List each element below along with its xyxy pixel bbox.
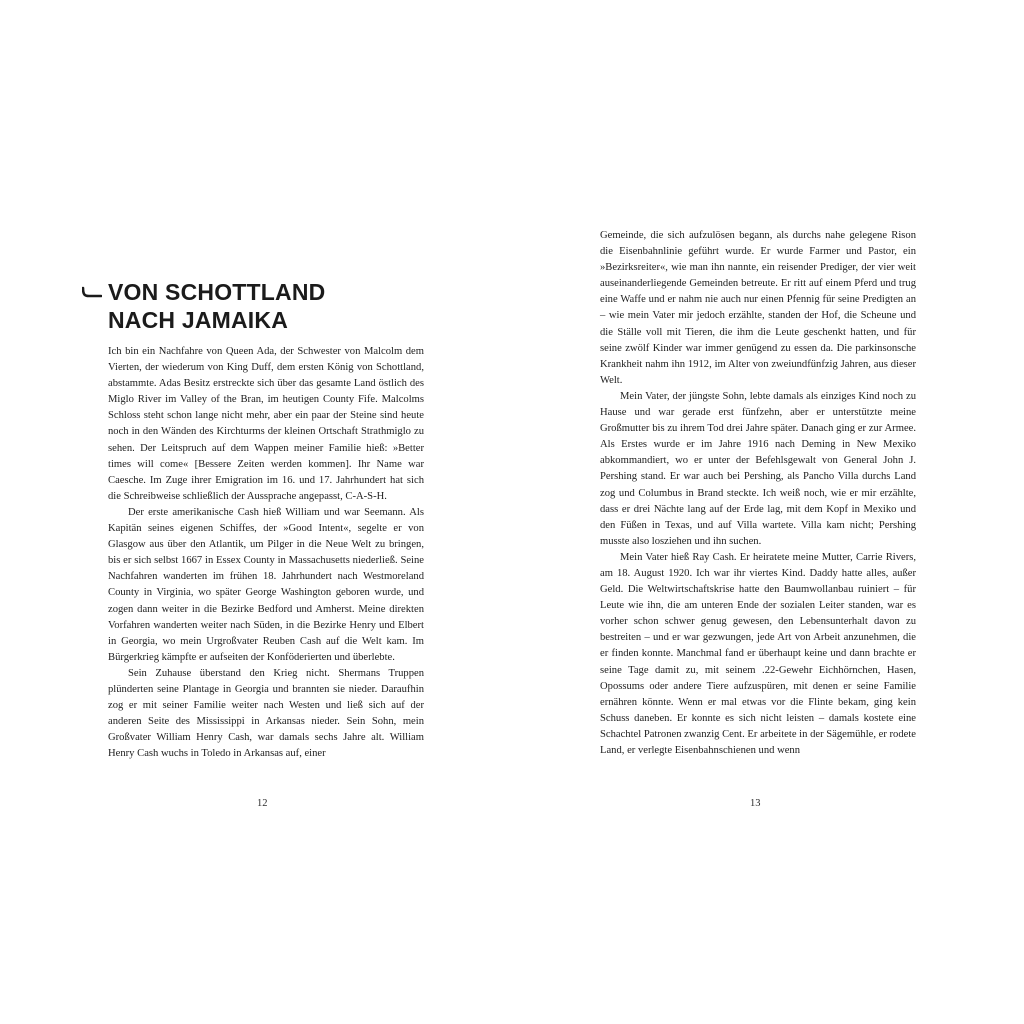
- paragraph: Mein Vater hieß Ray Cash. Er heiratete meine Mutter, Carrie Rivers, am 18. August 1920. Ich war ihr viertes Kind. Daddy hatte alles, außer Geld. Die Weltwirtschaftskrise hatte den Baumwollanbau ruiniert – für Leute wie ihn, die am unteren Ende der sozialen Leiter standen, war es vorher schon schwer genug gewesen, den Lebensunterhalt davon zu bestreiten – und er war gezwungen, jede Art von Arbeit anzunehmen, die er finden konnte. Manchmal fand er überhaupt keine und dann brachte er seine Tage damit zu, mit seinem .22-Gewehr Eichhörnchen, Hasen, Opossums oder andere Tiere aufzuspüren, mit denen er seine Familie ernähren könnte. Wenn er mal etwas vor die Flinte bekam, ging kein Schuss daneben. Er konnte es sich nicht leisten – damals kostete eine Schachtel Patronen zwanzig Cent. Er arbeitete in der Sägemühle, er rodete Land, er verlegte Eisenbahnschienen und wenn: [600, 551, 916, 756]
- page-number-left: 12: [257, 798, 268, 809]
- chapter-title-line-2: NACH JAMAIKA: [108, 307, 289, 333]
- chapter-mark-icon: [82, 286, 102, 298]
- chapter-title: [108, 278, 424, 334]
- chapter-title-line-1: VON SCHOTTLAND: [108, 279, 326, 305]
- page-number-right: 13: [750, 798, 761, 809]
- right-page: [600, 228, 916, 759]
- paragraph: Mein Vater, der jüngste Sohn, lebte damals als einziges Kind noch zu Hause und war gerade erst fünfzehn, aber er unterstützte meine Großmutter bis zu ihrem Tod drei Jahre später. Danach ging er zur Armee. Als Erstes wurde er im Jahre 1916 nach Deming in New Mexiko abkommandiert, wo er unter der Befehlsgewalt von General John J. Pershing stand. Er war auch bei Pershing, als Pancho Villa durchs Land zog und Columbus in Brand steckte. Ich weiß noch, wie er mir erzählte, dass er drei Nächte lang auf der Erde lag, mit dem Kopf in Mexiko und den Füßen in Texas, und auf Villa wartete. Villa kam nicht; Pershing musste also losziehen und ihn suchen.: [600, 390, 916, 547]
- left-body-text: [108, 344, 424, 762]
- paragraph: Ich bin ein Nachfahre von Queen Ada, der Schwester von Malcolm dem Vierten, der wiederum von King Duff, dem ersten König von Schottland, abstammte. Adas Besitz erstreckte sich über das gesamte Land östlich des Miglo River im Valley of the Bran, im heutigen County Fife. Malcolms Schloss steht schon lange nicht mehr, aber ein paar der Steine sind heute noch in den Wänden des Kirchturms der kleinen Ortschaft Strathmiglo zu sehen. Der Leitspruch auf dem Wappen meiner Familie hieß: »Better times will come« [Bessere Zeiten werden kommen]. Ihr Name war Caesche. Im Zuge ihrer Emigration im 16. und 17. Jahrhundert hat sich die Schreibweise schließlich der Aussprache angepasst, C-A-S-H.: [108, 346, 424, 502]
- left-page: [108, 278, 424, 762]
- paragraph: Gemeinde, die sich aufzulösen begann, als durchs nahe gelegene Rison die Eisenbahnlinie geführt wurde. Er wurde Farmer und Pastor, ein »Bezirksreiter«, wie man ihn nannte, ein reisender Prediger, der vier weit auseinanderliegende Gemeinden betreute. Er ritt auf einem Pferd und trug eine Waffe und er nahm nie auch nur einen Pfennig für seine Predigten an – wie mein Vater mir jedoch erzählte, standen der Hof, die Scheune und die Ställe voll mit Tieren, die ihm die Leute geschenkt hatten, und für seine zwölf Kinder war immer genügend zu essen da. Die parkinsonsche Krankheit nahm ihn 1912, im Alter von zweiundfünfzig Jahren, aus dieser Welt.: [600, 230, 916, 386]
- paragraph: Der erste amerikanische Cash hieß William und war Seemann. Als Kapitän seines eigenen Schiffes, der »Good Intent«, segelte er von Glasgow aus über den Atlantik, um Pilger in die Neue Welt zu bringen, bis er sich selbst 1667 in Essex County in Massachusetts niederließ. Seine Nachfahren wanderten im frühen 18. Jahrhundert nach Westmoreland County in Virginia, wo später George Washington geboren wurde, und zogen dann weiter in die Bezirke Bedford und Amherst. Meine direkten Vorfahren wanderten weiter nach Süden, in die Bezirke Henry und Elbert in Georgia, wo mein Urgroßvater Reuben Cash auf die Welt kam. Im Bürgerkrieg kämpfte er aufseiten der Konföderierten und überlebte.: [108, 506, 424, 663]
- right-body-text: [600, 228, 916, 759]
- paragraph: Sein Zuhause überstand den Krieg nicht. Shermans Truppen plünderten seine Plantage in Georgia und brannten sie nieder. Daraufhin zog er mit seiner Familie weiter nach Westen und ließ sich auf der anderen Seite des Mississippi in Arkansas nieder. Sein Sohn, mein Großvater William Henry Cash, war damals sechs Jahre alt. William Henry Cash wuchs in Toledo in Arkansas auf, einer: [108, 667, 424, 760]
